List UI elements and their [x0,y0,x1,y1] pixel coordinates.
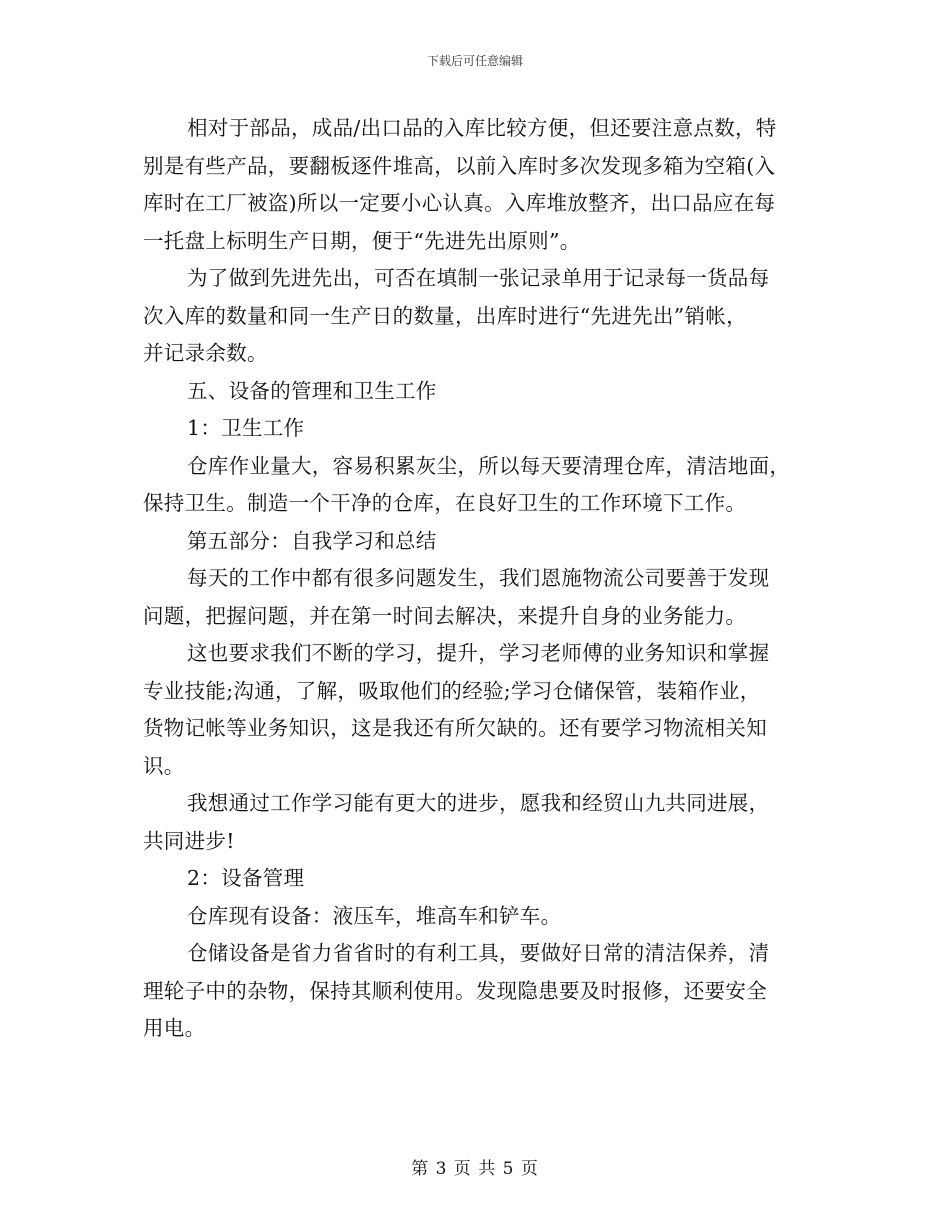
text-line: 仓库作业量大，容易积累灰尘，所以每天要清理仓库，清洁地面， [187,453,791,478]
text-line: 共同进步! [143,828,235,853]
text-line: 仓储设备是省力省省时的有利工具，要做好日常的清洁保养，清 [187,941,770,965]
text-line: 1：卫生工作 [187,416,305,440]
text-line: 第五部分：自我学习和总结 [187,528,437,553]
text-line: 次入库的数量和同一生产日的数量，出库时进行“先进先出”销帐， [143,303,747,328]
text-line: 专业技能;沟通，了解，吸取他们的经验;学习仓储保管，装箱作业， [143,678,761,703]
text-line: 我想通过工作学习能有更大的进步，愿我和经贸山九共同进展， [187,791,770,815]
text-line: 每天的工作中都有很多问题发生，我们恩施物流公司要善于发现 [187,566,770,590]
text-line: 库时在工厂被盗)所以一定要小心认真。入库堆放整齐，出口品应在每 [143,191,776,215]
page-header: 下载后可任意编辑 [426,54,523,68]
text-line: 仓库现有设备：液压车，堆高车和铲车。 [187,903,562,928]
text-line: 2：设备管理 [187,866,305,890]
text-line: 一托盘上标明生产日期，便于“先进先出原则”。 [143,228,581,253]
text-line: 并记录余数。 [143,341,268,365]
text-line: 为了做到先进先出，可否在填制一张记录单用于记录每一货品每 [187,266,770,290]
text-line: 五、设备的管理和卫生工作 [187,378,437,403]
text-line: 保持卫生。制造一个干净的仓库，在良好卫生的工作环境下工作。 [143,491,747,515]
text-line: 识。 [143,753,185,778]
text-line: 货物记帐等业务知识，这是我还有所欠缺的。还有要学习物流相关知 [143,716,767,740]
text-line: 理轮子中的杂物，保持其顺利使用。发现隐患要及时报修，还要安全 [143,978,767,1003]
page-number-footer: 第 3 页 共 5 页 [411,1159,539,1179]
document-body [143,110,803,1048]
text-line: 相对于部品，成品/出口品的入库比较方便，但还要注意点数，特 [187,116,777,140]
text-line: 问题，把握问题，并在第一时间去解决，来提升自身的业务能力。 [143,603,747,628]
text-line: 别是有些产品，要翻板逐件堆高，以前入库时多次发现多箱为空箱(入 [143,153,776,178]
text-line: 用电。 [143,1016,206,1040]
text-line: 这也要求我们不断的学习，提升，学习老师傅的业务知识和掌握 [187,641,770,665]
